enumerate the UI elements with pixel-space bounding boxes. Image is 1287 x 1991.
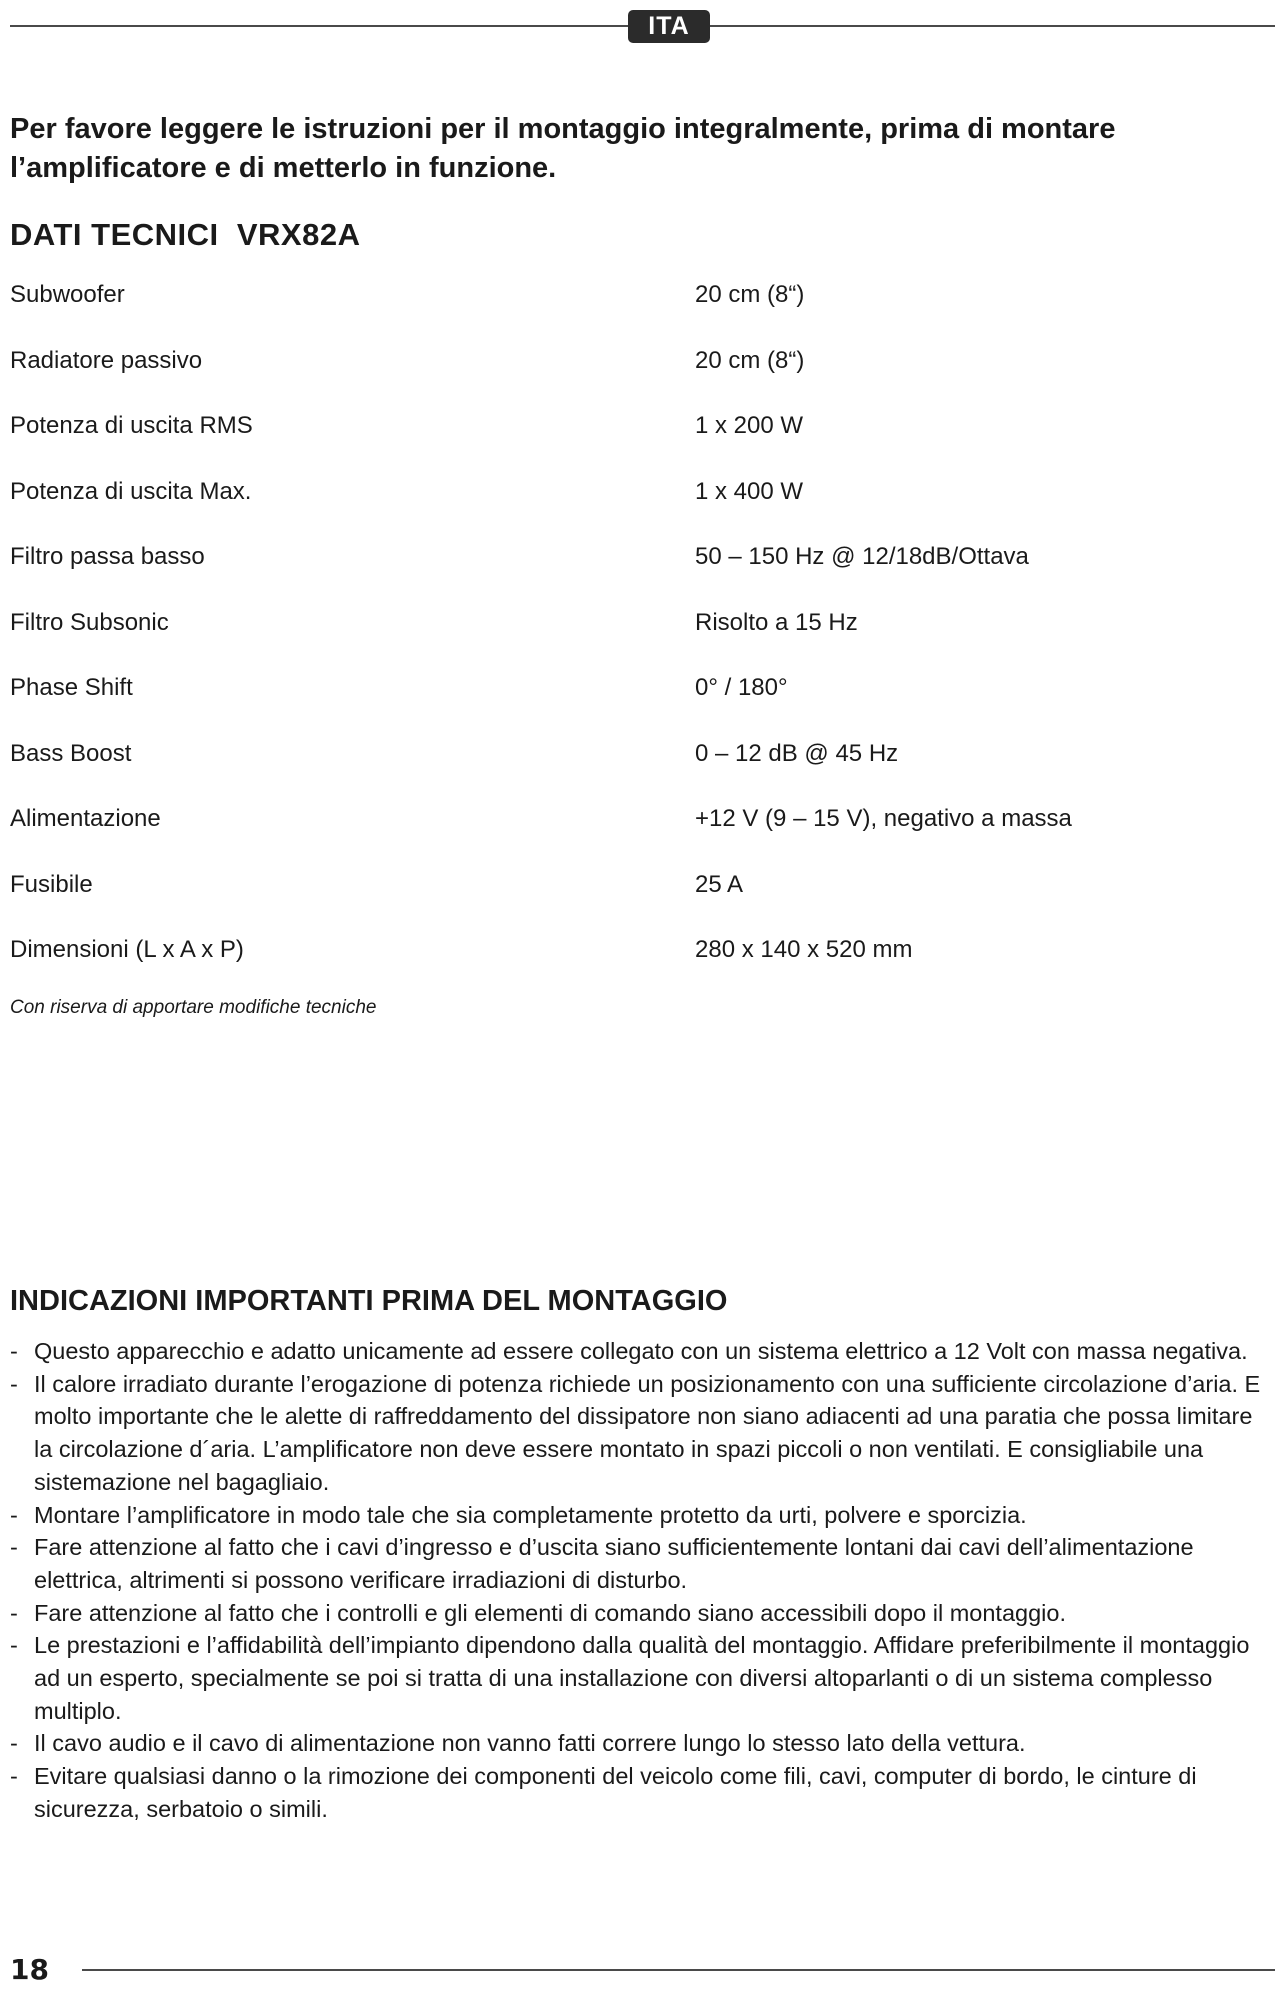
spec-row (10, 542, 1275, 608)
spec-row (10, 804, 1275, 870)
spec-row (10, 673, 1275, 739)
spec-value: +12 V (9 – 15 V), negativo a massa (695, 805, 1072, 832)
warnings-title: INDICAZIONI IMPORTANTI PRIMA DEL MONTAGGIO (10, 1285, 728, 1317)
spec-row (10, 739, 1275, 805)
spec-label: Alimentazione (10, 805, 161, 832)
list-item (10, 1499, 1270, 1532)
list-item-text: Il cavo audio e il cavo di alimentazione non vanno fatti correre lungo lo stesso lato della vettura. (34, 1730, 1026, 1757)
spec-label: Filtro Subsonic (10, 608, 169, 636)
spec-row (10, 608, 1275, 674)
list-item-text: Le prestazioni e l’affidabilità dell’impianto dipendono dalla qualità del montaggio. Affidare preferibilmente il montaggio ad un esperto, specialmente se poi si tratta di una installazione con diversi altoparlanti o di un sistema complesso multiplo. (34, 1632, 1250, 1724)
spec-value: 20 cm (8“) (695, 281, 805, 308)
list-item (10, 1597, 1270, 1630)
spec-label: Potenza di uscita RMS (10, 412, 253, 439)
spec-row (10, 411, 1275, 477)
spec-row (10, 477, 1275, 543)
bullet-dash: - (10, 1370, 18, 1397)
spec-label: Subwoofer (10, 281, 125, 308)
spec-value: 50 – 150 Hz @ 12/18dB/Ottava (695, 543, 1029, 570)
list-item-text: Questo apparecchio e adatto unicamente ad essere collegato con un sistema elettrico a 12 Volt con massa negativa. (34, 1338, 1248, 1364)
spec-row (10, 280, 1275, 346)
language-badge: ITA (628, 10, 710, 43)
list-item-text: Evitare qualsiasi danno o la rimozione dei componenti del veicolo come fili, cavi, computer di bordo, le cinture di sicurezza, serbatoio o simili. (34, 1763, 1197, 1822)
spec-row (10, 870, 1275, 936)
bullet-dash: - (10, 1763, 18, 1790)
bullet-dash: - (10, 1632, 18, 1659)
list-item-text: Montare l’amplificatore in modo tale che sia completamente protetto da urti, polvere e sporcizia. (34, 1501, 1027, 1528)
bullet-dash: - (10, 1534, 18, 1561)
list-item (10, 1335, 1270, 1368)
bullet-dash: - (10, 1730, 18, 1757)
spec-title: DATI TECNICI VRX82A (10, 217, 361, 252)
spec-note: Con riserva di apportare modifiche tecniche (10, 997, 377, 1018)
spec-row (10, 346, 1275, 412)
bullet-dash: - (10, 1501, 18, 1528)
list-item (10, 1629, 1270, 1727)
intro-text: Per favore leggere le istruzioni per il montaggio integralmente, prima di montare l’amplificatore e di metterlo in funzione. (10, 113, 1116, 184)
page-number: 18 (10, 1953, 49, 1986)
list-item (10, 1368, 1270, 1499)
spec-label: Fusibile (10, 870, 93, 898)
spec-value: 20 cm (8“) (695, 346, 805, 374)
list-item (10, 1760, 1270, 1825)
bullet-dash: - (10, 1338, 18, 1364)
spec-value: 280 x 140 x 520 mm (695, 936, 913, 963)
list-item-text: Il calore irradiato durante l’erogazione di potenza richiede un posizionamento con una sufficiente circolazione d’aria. E molto importante che le alette di raffreddamento del dissipatore non siano adiacenti ad una paratia che possa limitare la circolazione d´aria. L’amplificatore non deve essere montato in spazi piccoli o non ventilati. E consigliabile una sistemazione nel bagagliaio. (34, 1370, 1261, 1495)
spec-row (10, 935, 1275, 1001)
spec-table (10, 280, 1275, 1001)
spec-label: Radiatore passivo (10, 346, 203, 374)
spec-label: Dimensioni (L x A x P) (10, 936, 244, 963)
spec-value: 25 A (695, 870, 744, 898)
spec-value: Risolto a 15 Hz (695, 608, 858, 636)
spec-value: 1 x 200 W (695, 412, 804, 439)
warnings-list (10, 1335, 1270, 1826)
list-item-text: Fare attenzione al fatto che i cavi d’ingresso e d’uscita siano sufficientemente lontani dai cavi dell’alimentazione elettrica, altrimenti si possono verificare irradiazioni di disturbo. (34, 1534, 1194, 1593)
spec-label: Phase Shift (10, 674, 133, 701)
spec-value: 0° / 180° (695, 674, 788, 701)
list-item-text: Fare attenzione al fatto che i controlli e gli elementi di comando siano accessibili dopo il montaggio. (34, 1599, 1066, 1626)
spec-value: 1 x 400 W (695, 477, 804, 505)
bullet-dash: - (10, 1599, 18, 1626)
spec-label: Potenza di uscita Max. (10, 477, 252, 505)
spec-label: Bass Boost (10, 739, 132, 767)
spec-label: Filtro passa basso (10, 543, 205, 570)
footer-rule (82, 1969, 1275, 1971)
spec-value: 0 – 12 dB @ 45 Hz (695, 739, 899, 767)
list-item (10, 1531, 1270, 1596)
list-item (10, 1727, 1270, 1760)
